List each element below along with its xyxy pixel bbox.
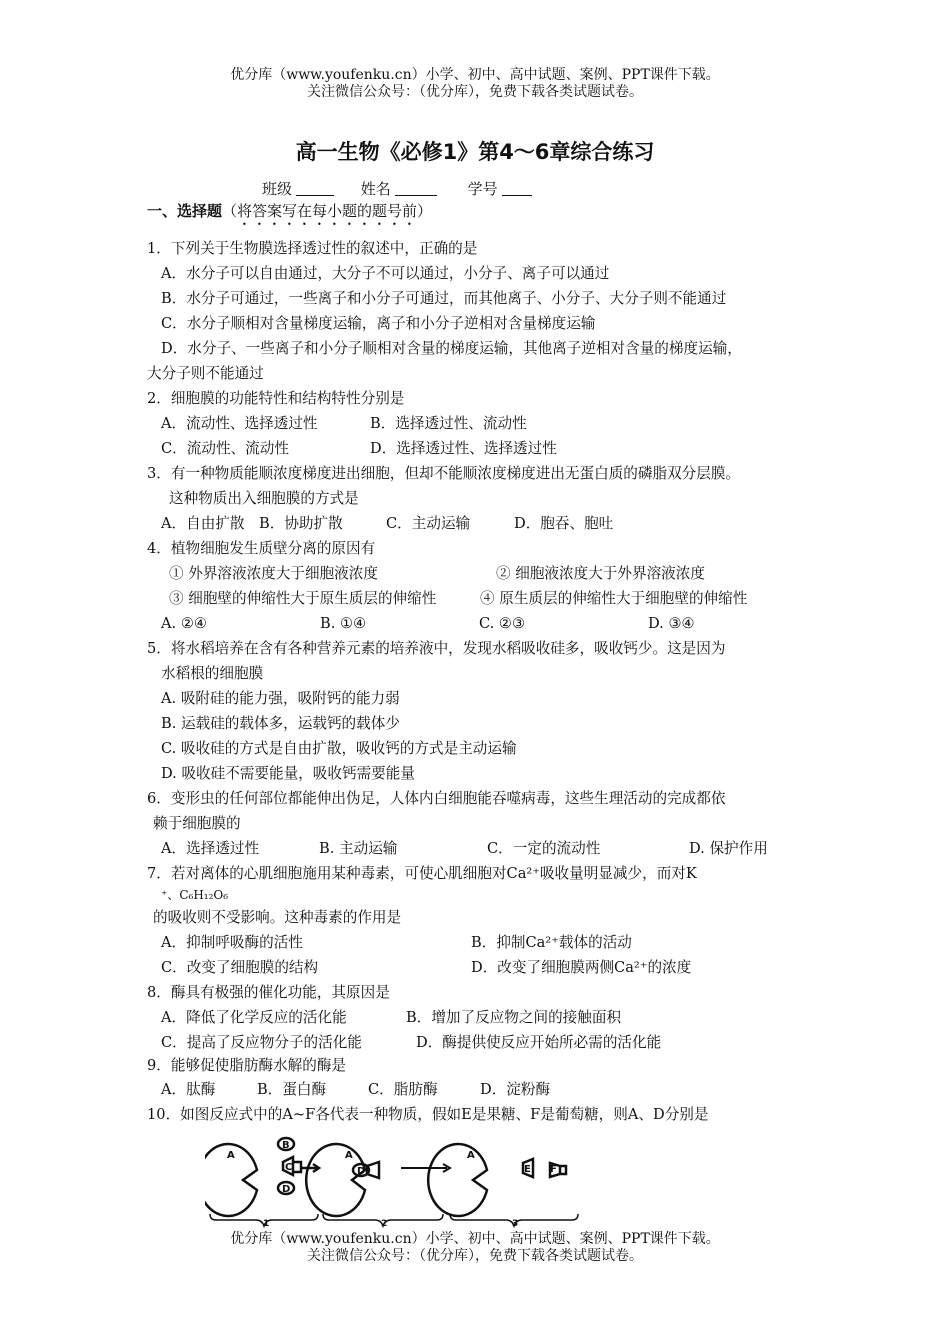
q6-option-c: C．一定的流动性 <box>487 840 601 857</box>
q1-option-d-line2: 大分子则不能通过 <box>147 365 264 382</box>
label-e: E <box>524 1164 531 1175</box>
enzyme-3 <box>428 1144 487 1216</box>
label-a-3: A <box>467 1150 475 1161</box>
q4-item-4: ④ 原生质层的伸缩性大于细胞壁的伸缩性 <box>480 590 748 607</box>
section-heading <box>147 200 432 229</box>
q9-option-b: B．蛋白酶 <box>257 1081 327 1098</box>
q9-option-d: D．淀粉酶 <box>480 1081 551 1098</box>
class-label: 班级 <box>262 180 293 198</box>
q4-option-b: B. ①④ <box>320 615 367 632</box>
q6-option-b: B. 主动运输 <box>319 840 398 857</box>
name-label: 姓名 <box>360 180 391 198</box>
q8-options-row2 <box>147 1030 827 1055</box>
q4-option-c: C. ②③ <box>479 615 526 632</box>
q3-option-b: B．协助扩散 <box>259 515 343 532</box>
q4-item-3: ③ 细胞壁的伸缩性大于原生质层的伸缩性 <box>169 590 437 607</box>
q10-stem: 10．如图反应式中的A~F各代表一种物质，假如E是果糖、F是葡萄糖，则A、D分别是 <box>147 1106 709 1123</box>
class-blank[interactable] <box>296 181 334 196</box>
q7-stem-line1: 7．若对离体的心肌细胞施用某种毒素，可使心肌细胞对Ca²⁺吸收量明显减少，而对K <box>147 865 697 882</box>
q8-stem: 8．酶具有极强的催化功能，其原因是 <box>147 984 390 1001</box>
enzyme-2 <box>306 1144 365 1216</box>
q1-option-b: B．水分子可通过，一些离子和小分子可通过，而其他离子、小分子、大分子则不能通过 <box>161 290 727 307</box>
q9-option-a: A．肽酶 <box>161 1081 216 1098</box>
q9-options <box>147 1077 827 1102</box>
step-3: 3 <box>512 1219 519 1228</box>
q8-option-d: D．酶提供使反应开始所必需的活化能 <box>416 1034 662 1051</box>
q5-stem-line1: 5．将水稻培养在含有各种营养元素的培养液中，发现水稻吸收硅多，吸收钙少。这是因为 <box>147 640 726 657</box>
q7-option-a: A．抑制呼吸酶的活性 <box>161 934 303 951</box>
q2-option-c: C．流动性、流动性 <box>161 440 289 457</box>
q7-options-row2 <box>147 955 827 980</box>
label-b: B <box>282 1140 290 1151</box>
q4-items-row1 <box>147 561 827 586</box>
q6-options <box>147 836 827 861</box>
label-d-2: D <box>357 1166 366 1177</box>
q3-stem-line1: 3．有一种物质能顺浓度梯度进出细胞，但却不能顺浓度梯度进出无蛋白质的磷脂双分层膜。 <box>147 465 741 482</box>
q5-stem-line2: 水稻根的细胞膜 <box>161 665 264 682</box>
step-2: 2 <box>381 1219 388 1228</box>
q4-stem: 4．植物细胞发生质壁分离的原因有 <box>147 540 376 557</box>
label-a-1: A <box>227 1150 235 1161</box>
q5-option-d: D. 吸收硅不需要能量，吸收钙需要能量 <box>161 765 415 782</box>
q1-stem: 1．下列关于生物膜选择透过性的叙述中，正确的是 <box>147 240 478 257</box>
label-a-2: A <box>345 1150 353 1161</box>
section-label: 一、选择题 <box>147 202 223 220</box>
q4-item-2: ② 细胞液浓度大于外界溶液浓度 <box>496 565 705 582</box>
header-line-2: 关注微信公众号：（优分库），免费下载各类试题试卷。 <box>307 84 643 100</box>
header-line-1: 优分库（www.youfenku.cn）小学、初中、高中试题、案例、PPT课件下载。 <box>230 67 720 83</box>
q2-option-a: A．流动性、选择透过性 <box>161 415 318 432</box>
q2-options-row1 <box>147 411 827 436</box>
q8-options-row1 <box>147 1005 827 1030</box>
label-f: F <box>550 1164 557 1175</box>
q6-stem-line2: 赖于细胞膜的 <box>153 815 241 832</box>
q6-option-a: A．选择透过性 <box>161 840 260 857</box>
q7-option-c: C．改变了细胞膜的结构 <box>161 959 319 976</box>
q4-option-a: A. ②④ <box>161 615 207 632</box>
q4-option-d: D. ③④ <box>648 615 695 632</box>
q2-stem: 2．细胞膜的功能特性和结构特性分别是 <box>147 390 405 407</box>
q8-option-b: B．增加了反应物之间的接触面积 <box>406 1009 622 1026</box>
enzyme-reaction-diagram <box>205 1128 595 1228</box>
id-blank[interactable] <box>502 181 532 196</box>
q6-stem-line1: 6．变形虫的任何部位都能伸出伪足，人体内白细胞能吞噬病毒，这些生理活动的完成都依 <box>147 790 726 807</box>
page-header <box>0 67 950 101</box>
page-title: 高一生物《必修1》第4～6章综合练习 <box>295 140 655 164</box>
q2-option-b: B．选择透过性、流动性 <box>370 415 527 432</box>
q5-option-a: A. 吸附硅的能力强，吸附钙的能力弱 <box>161 690 400 707</box>
step-1: 1 <box>263 1219 270 1228</box>
footer-line-2: 关注微信公众号：（优分库），免费下载各类试题试卷。 <box>307 1248 643 1264</box>
label-c: C <box>285 1162 293 1173</box>
section-note: （将答案写在每小题的题号前） <box>222 202 433 220</box>
page-footer <box>0 1231 950 1265</box>
id-label: 学号 <box>467 180 498 198</box>
q9-option-c: C．脂肪酶 <box>368 1081 438 1098</box>
q4-options <box>147 611 827 636</box>
name-blank[interactable] <box>395 181 437 196</box>
q3-option-a: A．自由扩散 <box>161 515 245 532</box>
q3-options <box>147 511 827 536</box>
label-d-1: D <box>282 1184 291 1195</box>
q7-stem-line2: ⁺、C₆H₁₂O₆ <box>161 888 229 902</box>
q1-option-c: C．水分子顺相对含量梯度运输，离子和小分子逆相对含量梯度运输 <box>161 315 596 332</box>
q4-item-1: ① 外界溶液浓度大于细胞液浓度 <box>169 565 378 582</box>
q8-option-c: C．提高了反应物分子的活化能 <box>161 1034 362 1051</box>
q3-option-c: C．主动运输 <box>386 515 471 532</box>
q7-option-b: B．抑制Ca²⁺载体的活动 <box>471 934 632 951</box>
q2-option-d: D．选择透过性、选择透过性 <box>370 440 557 457</box>
q7-option-d: D．改变了细胞膜两侧Ca²⁺的浓度 <box>471 959 692 976</box>
q1-option-d-line1: D．水分子、一些离子和小分子顺相对含量的梯度运输，其他离子逆相对含量的梯度运输， <box>161 340 742 357</box>
q3-option-d: D．胞吞、胞吐 <box>514 515 614 532</box>
q6-option-d: D. 保护作用 <box>689 840 768 857</box>
q5-option-b: B. 运载硅的载体多，运载钙的载体少 <box>161 715 400 732</box>
q5-option-c: C. 吸收硅的方式是自由扩散，吸收钙的方式是主动运输 <box>161 740 517 757</box>
q8-option-a: A．降低了化学反应的活化能 <box>161 1009 347 1026</box>
student-info <box>262 178 536 199</box>
q4-items-row2 <box>147 586 827 611</box>
q2-options-row2 <box>147 436 827 461</box>
q7-stem-line3: 的吸收则不受影响。这种毒素的作用是 <box>153 909 402 926</box>
questions <box>147 236 827 1127</box>
footer-line-1: 优分库（www.youfenku.cn）小学、初中、高中试题、案例、PPT课件下载。 <box>230 1231 720 1247</box>
q9-stem: 9．能够促使脂肪酶水解的酶是 <box>147 1057 347 1074</box>
q1-option-a: A．水分子可以自由通过，大分子不可以通过，小分子、离子可以通过 <box>161 265 610 282</box>
q7-options-row1 <box>147 930 827 955</box>
q3-stem-line2: 这种物质出入细胞膜的方式是 <box>169 490 359 507</box>
